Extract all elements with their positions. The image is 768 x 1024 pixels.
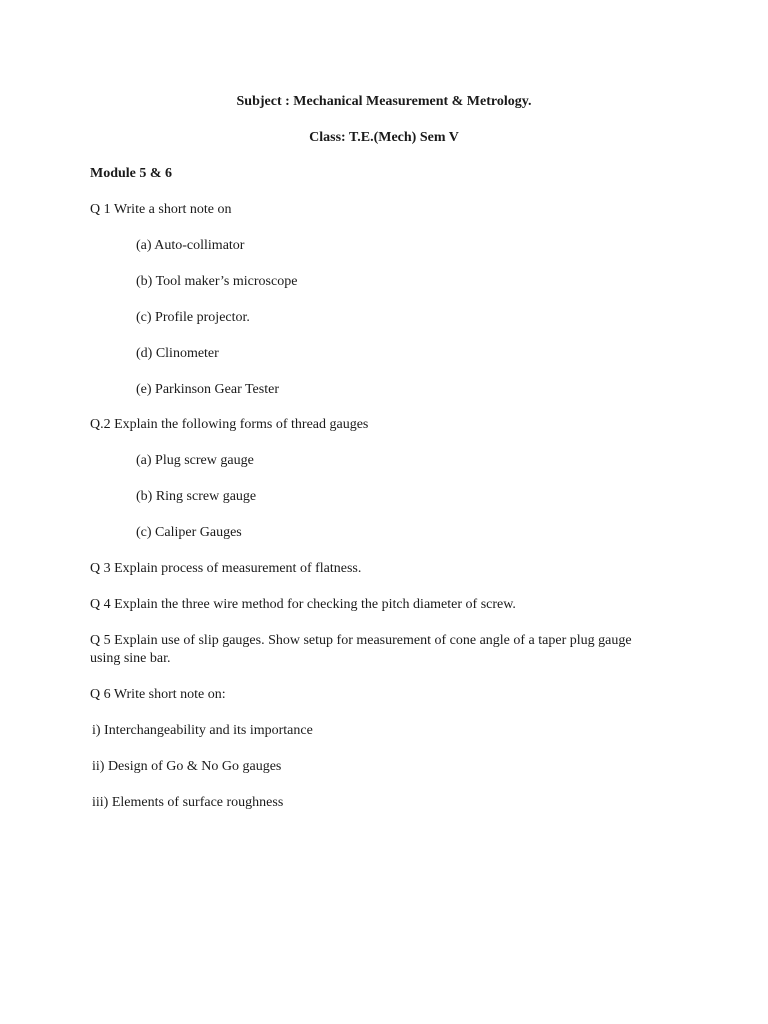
question-3: Q 3 Explain process of measurement of flatness. xyxy=(90,561,362,576)
q2-item-a: (a) Plug screw gauge xyxy=(136,453,254,468)
q6-item-iii: iii) Elements of surface roughness xyxy=(92,795,284,810)
question-4: Q 4 Explain the three wire method for checking the pitch diameter of screw. xyxy=(90,597,516,612)
subject-heading: Subject : Mechanical Measurement & Metrology. xyxy=(236,94,532,109)
q6-item-ii: ii) Design of Go & No Go gauges xyxy=(92,759,282,774)
q1-item-c: (c) Profile projector. xyxy=(136,310,250,325)
q6-item-i: i) Interchangeability and its importance xyxy=(92,723,313,738)
q2-item-b: (b) Ring screw gauge xyxy=(136,489,257,504)
module-heading: Module 5 & 6 xyxy=(90,166,173,181)
q1-item-b: (b) Tool maker’s microscope xyxy=(136,274,298,289)
class-heading: Class: T.E.(Mech) Sem V xyxy=(309,130,459,145)
question-2: Q.2 Explain the following forms of thread gauges xyxy=(90,417,369,432)
question-5-line-2: using sine bar. xyxy=(90,651,171,666)
q1-item-a: (a) Auto-collimator xyxy=(136,238,245,253)
q2-item-c: (c) Caliper Gauges xyxy=(136,525,242,540)
question-1: Q 1 Write a short note on xyxy=(90,202,232,217)
question-5-line-1: Q 5 Explain use of slip gauges. Show setup for measurement of cone angle of a taper plug gauge xyxy=(90,633,632,648)
question-6: Q 6 Write short note on: xyxy=(90,687,226,702)
q1-item-d: (d) Clinometer xyxy=(136,346,219,361)
q1-item-e: (e) Parkinson Gear Tester xyxy=(136,382,279,397)
